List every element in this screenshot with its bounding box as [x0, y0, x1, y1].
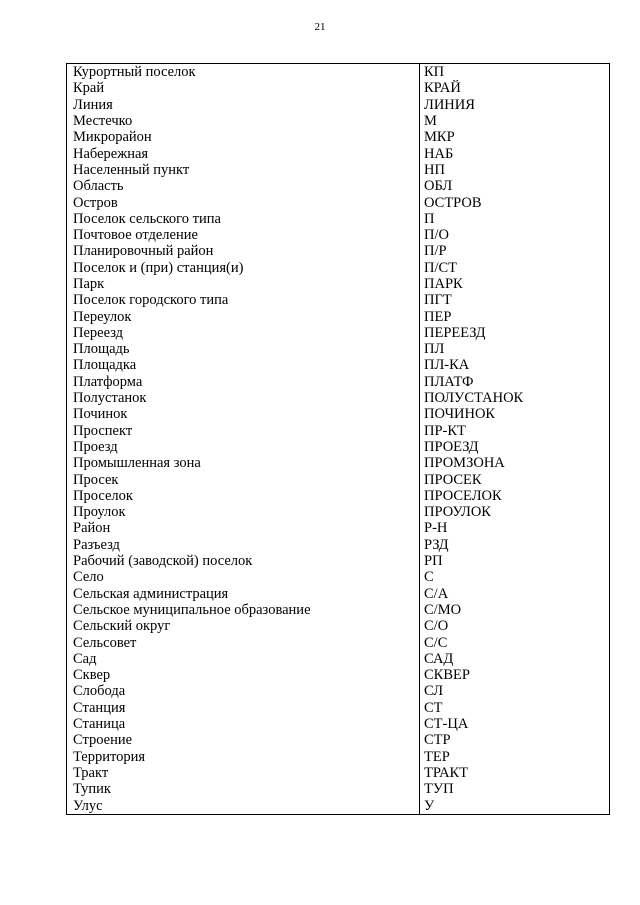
table-row: [67, 292, 610, 308]
table-row: [67, 471, 610, 487]
table-row: [67, 651, 610, 667]
table-row: [67, 194, 610, 210]
object-type-name: Починок: [67, 406, 420, 422]
object-type-name: Сад: [67, 651, 420, 667]
table-row: [67, 553, 610, 569]
object-type-abbreviation: САД: [420, 651, 610, 667]
object-type-name: Тупик: [67, 781, 420, 797]
object-type-abbreviation: НАБ: [420, 145, 610, 161]
table-row: [67, 243, 610, 259]
table-row: [67, 700, 610, 716]
object-type-name: Поселок городского типа: [67, 292, 420, 308]
object-type-name: Почтовое отделение: [67, 227, 420, 243]
object-type-name: Поселок сельского типа: [67, 211, 420, 227]
object-type-abbreviation: ПР-КТ: [420, 423, 610, 439]
table-row: [67, 765, 610, 781]
table-row: [67, 325, 610, 341]
object-type-abbreviation: ТУП: [420, 781, 610, 797]
table-row: [67, 797, 610, 814]
object-type-abbreviation: ЛИНИЯ: [420, 97, 610, 113]
abbreviation-table-body: [67, 64, 610, 815]
object-type-abbreviation: ПЛАТФ: [420, 374, 610, 390]
object-type-abbreviation: ПАРК: [420, 276, 610, 292]
table-row: [67, 341, 610, 357]
object-type-name: Сельский округ: [67, 618, 420, 634]
page-number: 21: [314, 21, 326, 33]
table-row: [67, 374, 610, 390]
object-type-abbreviation: КП: [420, 64, 610, 81]
object-type-name: Область: [67, 178, 420, 194]
object-type-abbreviation: У: [420, 797, 610, 814]
object-type-abbreviation: ПРОМЗОНА: [420, 455, 610, 471]
object-type-name: Населенный пункт: [67, 162, 420, 178]
table-row: [67, 667, 610, 683]
object-type-name: Слобода: [67, 683, 420, 699]
object-type-name: Тракт: [67, 765, 420, 781]
table-row: [67, 732, 610, 748]
object-type-name: Просек: [67, 471, 420, 487]
table-row: [67, 80, 610, 96]
object-type-abbreviation: ПЕРЕЕЗД: [420, 325, 610, 341]
object-type-name: Территория: [67, 748, 420, 764]
object-type-name: Сельская администрация: [67, 586, 420, 602]
object-type-abbreviation: ОСТРОВ: [420, 194, 610, 210]
object-type-abbreviation: ТРАКТ: [420, 765, 610, 781]
object-type-name: Парк: [67, 276, 420, 292]
object-type-abbreviation: СТР: [420, 732, 610, 748]
object-type-abbreviation: С/О: [420, 618, 610, 634]
object-type-abbreviation: Р-Н: [420, 520, 610, 536]
object-type-name: Местечко: [67, 113, 420, 129]
object-type-abbreviation: РП: [420, 553, 610, 569]
object-type-name: Полустанок: [67, 390, 420, 406]
table-row: [67, 537, 610, 553]
object-type-name: Промышленная зона: [67, 455, 420, 471]
object-type-abbreviation: СКВЕР: [420, 667, 610, 683]
table-row: [67, 748, 610, 764]
object-type-name: Край: [67, 80, 420, 96]
object-type-abbreviation: ПОЧИНОК: [420, 406, 610, 422]
object-type-abbreviation: С: [420, 569, 610, 585]
object-type-abbreviation: КРАЙ: [420, 80, 610, 96]
table-row: [67, 227, 610, 243]
object-type-abbreviation: ПГТ: [420, 292, 610, 308]
table-row: [67, 64, 610, 81]
object-type-name: Поселок и (при) станция(и): [67, 260, 420, 276]
object-type-name: Платформа: [67, 374, 420, 390]
object-type-abbreviation: ПРОСЕЛОК: [420, 488, 610, 504]
table-row: [67, 162, 610, 178]
object-type-name: Строение: [67, 732, 420, 748]
object-type-abbreviation: СТ: [420, 700, 610, 716]
object-type-name: Планировочный район: [67, 243, 420, 259]
table-row: [67, 129, 610, 145]
object-type-name: Станция: [67, 700, 420, 716]
object-type-abbreviation: П/О: [420, 227, 610, 243]
object-type-name: Микрорайон: [67, 129, 420, 145]
object-type-abbreviation: П: [420, 211, 610, 227]
object-type-abbreviation: РЗД: [420, 537, 610, 553]
object-type-name: Площадь: [67, 341, 420, 357]
object-type-abbreviation: С/С: [420, 634, 610, 650]
table-row: [67, 97, 610, 113]
table-row: [67, 406, 610, 422]
table-row: [67, 520, 610, 536]
table-row: [67, 390, 610, 406]
table-row: [67, 357, 610, 373]
object-type-name: Переезд: [67, 325, 420, 341]
table-row: [67, 586, 610, 602]
table-row: [67, 145, 610, 161]
object-type-name: Остров: [67, 194, 420, 210]
object-type-abbreviation: ТЕР: [420, 748, 610, 764]
object-type-name: Курортный поселок: [67, 64, 420, 81]
table-row: [67, 276, 610, 292]
object-type-name: Площадка: [67, 357, 420, 373]
table-row: [67, 716, 610, 732]
object-type-name: Проспект: [67, 423, 420, 439]
object-type-abbreviation: ПОЛУСТАНОК: [420, 390, 610, 406]
object-type-name: Сквер: [67, 667, 420, 683]
object-type-name: Рабочий (заводской) поселок: [67, 553, 420, 569]
object-type-name: Район: [67, 520, 420, 536]
object-type-abbreviation: ПЛ-КА: [420, 357, 610, 373]
table-row: [67, 634, 610, 650]
abbreviation-table: [66, 63, 610, 815]
object-type-name: Село: [67, 569, 420, 585]
object-type-name: Линия: [67, 97, 420, 113]
object-type-abbreviation: ПРОУЛОК: [420, 504, 610, 520]
object-type-name: Проезд: [67, 439, 420, 455]
object-type-name: Проселок: [67, 488, 420, 504]
object-type-abbreviation: С/МО: [420, 602, 610, 618]
object-type-name: Сельсовет: [67, 634, 420, 650]
object-type-abbreviation: МКР: [420, 129, 610, 145]
object-type-abbreviation: СЛ: [420, 683, 610, 699]
table-row: [67, 178, 610, 194]
table-row: [67, 683, 610, 699]
object-type-abbreviation: ПРОЕЗД: [420, 439, 610, 455]
object-type-abbreviation: ПЕР: [420, 308, 610, 324]
table-row: [67, 211, 610, 227]
table-row: [67, 602, 610, 618]
object-type-abbreviation: С/А: [420, 586, 610, 602]
table-row: [67, 455, 610, 471]
object-type-abbreviation: П/СТ: [420, 260, 610, 276]
object-type-name: Улус: [67, 797, 420, 814]
object-type-abbreviation: ОБЛ: [420, 178, 610, 194]
table-row: [67, 113, 610, 129]
table-row: [67, 488, 610, 504]
object-type-name: Станица: [67, 716, 420, 732]
object-type-abbreviation: П/Р: [420, 243, 610, 259]
object-type-abbreviation: ПЛ: [420, 341, 610, 357]
table-row: [67, 569, 610, 585]
table-row: [67, 308, 610, 324]
object-type-name: Разъезд: [67, 537, 420, 553]
object-type-name: Переулок: [67, 308, 420, 324]
table-row: [67, 423, 610, 439]
table-row: [67, 504, 610, 520]
object-type-abbreviation: СТ-ЦА: [420, 716, 610, 732]
object-type-abbreviation: ПРОСЕК: [420, 471, 610, 487]
table-row: [67, 260, 610, 276]
table-row: [67, 439, 610, 455]
object-type-name: Сельское муниципальное образование: [67, 602, 420, 618]
object-type-abbreviation: НП: [420, 162, 610, 178]
object-type-abbreviation: М: [420, 113, 610, 129]
table-row: [67, 618, 610, 634]
table-row: [67, 781, 610, 797]
object-type-name: Набережная: [67, 145, 420, 161]
object-type-name: Проулок: [67, 504, 420, 520]
